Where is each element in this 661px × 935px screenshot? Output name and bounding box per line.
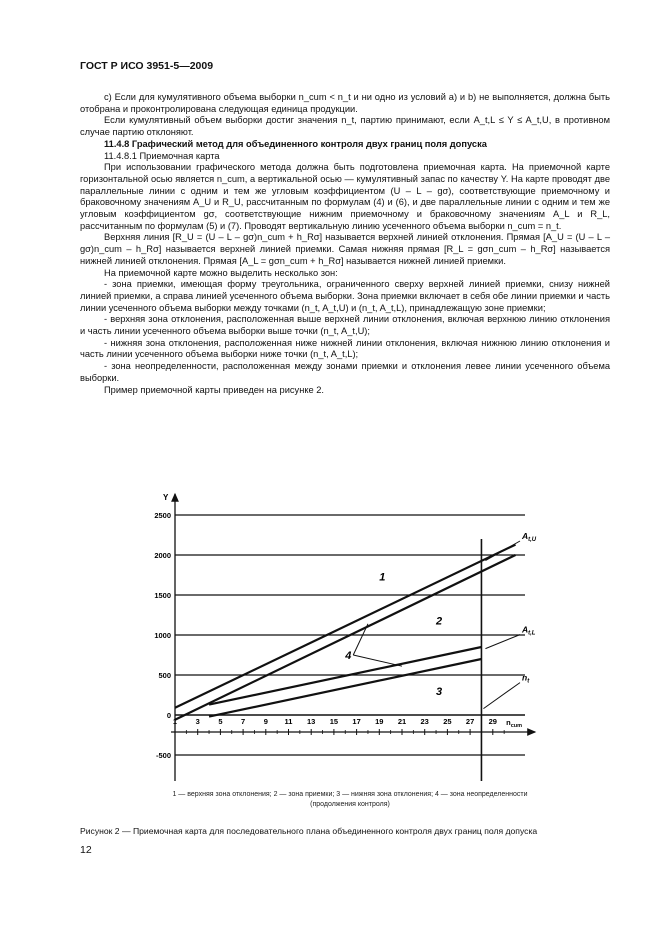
paragraph: Если кумулятивный объем выборки достиг значения n_t, партию принимают, если A_t,L ≤ Y ≤ A_t,U, в противном случае партию отклоняют. <box>80 115 610 138</box>
x-tick-label: 5 <box>218 717 223 726</box>
pointer-zone4-a <box>353 624 368 655</box>
x-tick-label: 1 <box>172 717 178 726</box>
series-line-R_U <box>175 545 516 708</box>
section-heading: 11.4.8 Графический метод для объединенного контроля двух границ поля допуска <box>104 138 487 149</box>
x-tick-label: 9 <box>263 717 268 726</box>
paragraph: При использовании графического метода должна быть подготовлена приемочная карта. На приемочной карте горизонтальной осью является n_cum, а вертикальной осью — кумулятивный запас по качеству Y. На карте проводят две параллельные линии с одним и тем же угловым коэффициентом (U – L – gσ), соответствующие приемочному и браковочному значениям A_U и R_U, рассчитанным по формулам (4) и (6), и две параллельные линии с одним и тем же угловым коэффициентом gσ, соответствующие нижним приемочному и браковочному значениям A_L и R_L, рассчитанным по формулам (5) и (7). Проводят вертикальную линию усеченного объема выборки n_cum = n_t. <box>80 162 610 231</box>
x-tick-label: 3 <box>195 717 200 726</box>
pointer-zone4-b <box>353 655 402 666</box>
y-tick-label: 500 <box>158 671 171 680</box>
zone-label-2: 2 <box>436 615 443 628</box>
zone-label-1: 1 <box>379 571 386 584</box>
x-tick-label: 23 <box>420 717 429 726</box>
y-tick-label: 2000 <box>154 551 171 560</box>
x-tick-label: 25 <box>443 717 452 726</box>
y-tick-label: 1500 <box>154 591 171 600</box>
x-tick-label: 19 <box>375 717 384 726</box>
list-item: - верхняя зона отклонения, расположенная выше верхней линии отклонения, включая верхнюю линию отклонения и часть линии усеченного объема выборки выше точки (n_t, A_t,U); <box>80 314 610 337</box>
pointer-atu <box>485 541 520 561</box>
x-tick-label: 21 <box>397 717 407 726</box>
legend-line: 1 — верхняя зона отклонения; 2 — зона приемки; 3 — нижняя зона отклонения; 4 — зона неопределенности <box>172 791 528 798</box>
document-header: ГОСТ Р ИСО 3951-5—2009 <box>80 60 214 72</box>
x-tick-label: 27 <box>465 717 475 726</box>
y-tick-label: -500 <box>155 751 171 760</box>
y-tick-label: 0 <box>166 711 171 720</box>
figure-legend <box>100 790 600 810</box>
series-line-A_U <box>175 555 516 720</box>
body-text <box>80 92 610 396</box>
zone-label-3: 3 <box>436 686 443 698</box>
label-atu: $A_{t,U}$ <box>522 531 537 543</box>
paragraph: Верхняя линия [R_U = (U – L – gσ)n_cum + h_Rσ] называется верхней линией отклонения. Прямая [A_U = (U – L – gσ)n_cum – h_Rσ] называется верхней линией приемки. Самая нижняя прямая [R_L = gσn_cum – h_Rσ] называется нижней линией отклонения. Прямая [A_L = gσn_cum + h_Rσ] называется нижней линией приемки. <box>80 232 610 266</box>
paragraph: На приемочной карте можно выделить несколько зон: <box>104 267 338 278</box>
legend-line: (продолжения контроля) <box>310 801 390 808</box>
label-nt: $n_t$ <box>522 672 530 685</box>
paragraph: с) Если для кумулятивного объема выборки n_cum < n_t и ни одно из условий а) и b) не выполняется, должна быть отобрана и проконтролирована следующая единица продукции. <box>80 92 610 114</box>
figure-caption: Рисунок 2 — Приемочная карта для последовательного плана объединенного контроля двух границ поля допуска <box>80 826 538 836</box>
y-tick-label: 2500 <box>154 511 171 520</box>
subsection-heading: 11.4.8.1 Приемочная карта <box>104 150 220 161</box>
y-axis-label: Y <box>163 493 169 502</box>
x-axis-label: $n_{cum}$ <box>506 718 523 729</box>
acceptance-chart <box>130 488 570 783</box>
x-tick-label: 29 <box>488 717 497 726</box>
y-tick-label: 1000 <box>154 631 171 640</box>
x-tick-label: 13 <box>307 717 316 726</box>
pointer-nt <box>483 683 520 709</box>
label-atl-sub: t,L <box>528 630 536 637</box>
label-nt-sub: t <box>527 678 530 685</box>
page-number: 12 <box>80 844 92 856</box>
x-axis-label-sub: cum <box>510 723 523 729</box>
label-atl: $A_{t,L}$ <box>522 624 536 637</box>
x-tick-label: 11 <box>284 717 293 726</box>
x-tick-label: 7 <box>241 717 246 726</box>
list-item: - зона неопределенности, расположенная между зонами приемки и отклонения левее линии усеченного объема выборки. <box>80 361 610 383</box>
label-atu-sub: t,U <box>528 537 537 543</box>
x-tick-label: 15 <box>329 717 339 726</box>
pointer-atl <box>485 635 520 649</box>
zone-label-4: 4 <box>345 650 352 662</box>
paragraph: Пример приемочной карты приведен на рисунке 2. <box>104 384 325 395</box>
list-item: - зона приемки, имеющая форму треугольника, ограниченного сверху верхней линией приемки, снизу нижней линией приемки, а справа линией усеченного объема выборки. Зона приемки включает в себя обе линии приемки и часть линии усеченного объема выборки между точками (n_t, A_t,U) и (n_t, A_t,L), принадлежащую зоне приемки; <box>80 279 610 313</box>
list-item: - нижняя зона отклонения, расположенная ниже нижней линии отклонения, включая нижнюю линию отклонения и часть линии усеченного объема выборки ниже точки (n_t, A_t,L); <box>80 337 610 360</box>
x-tick-label: 17 <box>352 717 361 726</box>
